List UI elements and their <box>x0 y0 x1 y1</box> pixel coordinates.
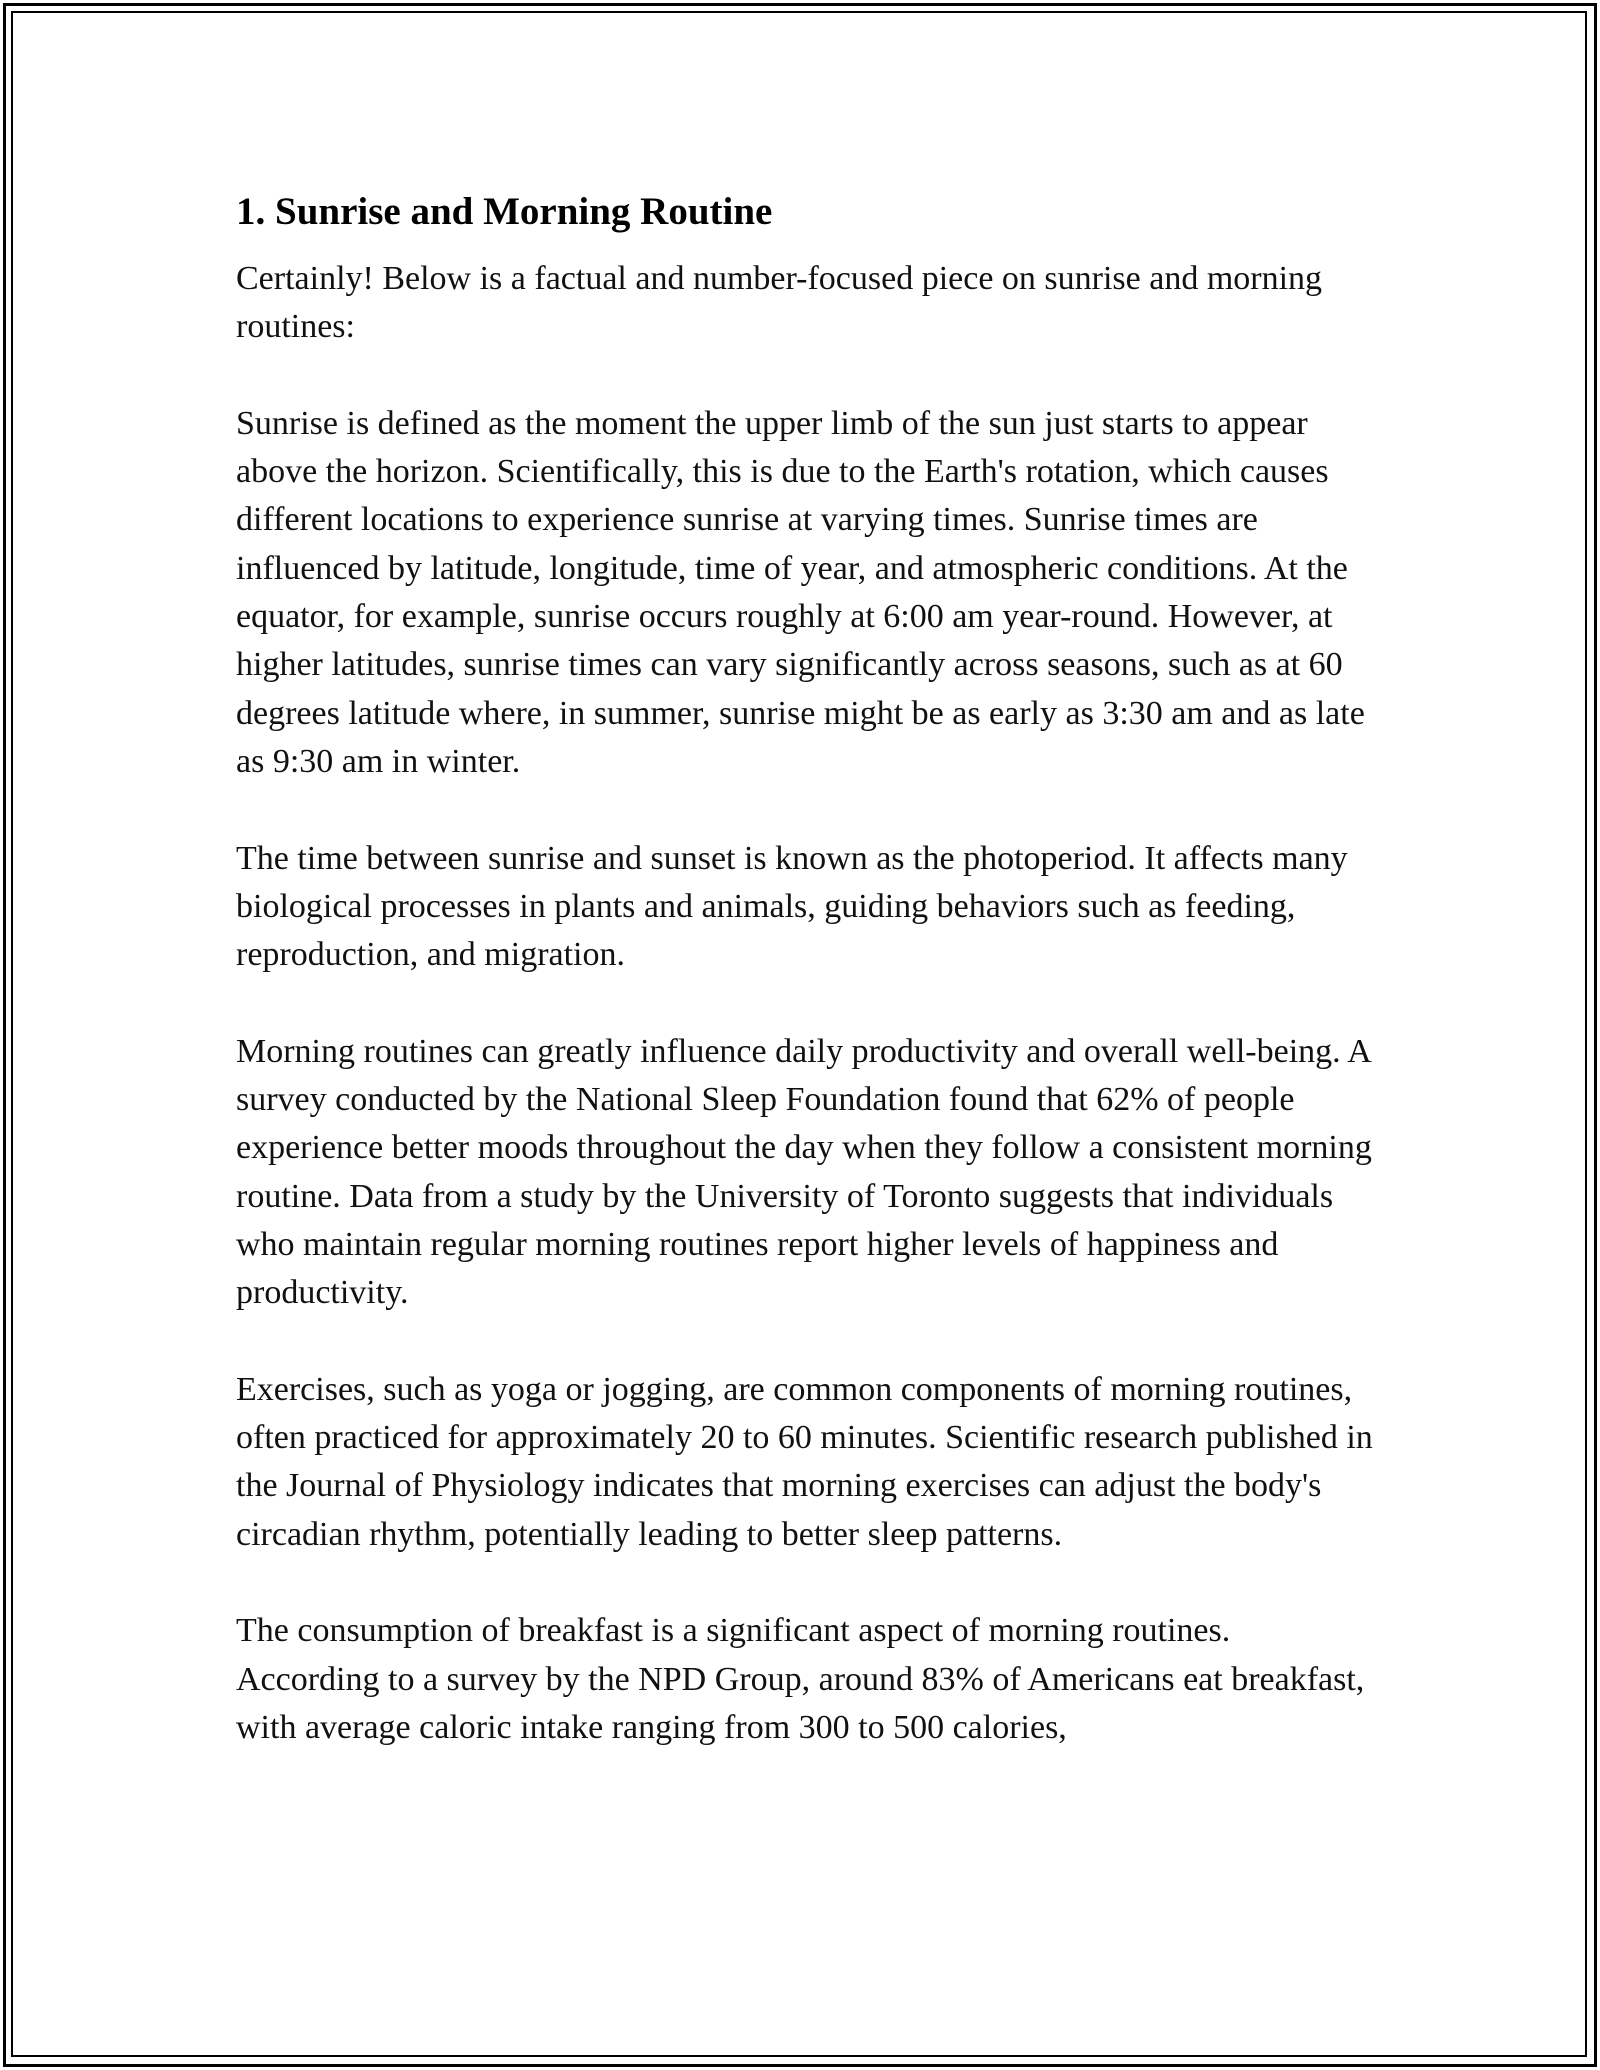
paragraph-intro: Certainly! Below is a factual and number-focused piece on sunrise and morning routines: <box>236 260 1323 346</box>
paragraph-exercise: Exercises, such as yoga or jogging, are common components of morning routines, often practiced for approximately 20 to 60 minutes. Scientific research published in the Journal of Physiology indicates that morning exercises can adjust the body's circadian rhythm, potentially leading to better sleep patterns. <box>236 1370 1373 1553</box>
paragraph-sunrise-definition: Sunrise is defined as the moment the upper limb of the sun just starts to appear above the horizon. Scientifically, this is due to the Earth's rotation, which causes different locations to experience sunrise at varying times. Sunrise times are influenced by latitude, longitude, time of year, and atmospheric conditions. At the equator, for example, sunrise occurs roughly at 6:00 am year-round. However, at higher latitudes, sunrise times can vary significantly across seasons, such as at 60 degrees latitude where, in summer, sunrise might be as early as 3:30 am and as late as 9:30 am in winter. <box>236 404 1365 780</box>
paragraph-photoperiod: The time between sunrise and sunset is known as the photoperiod. It affects many biological processes in plants and animals, guiding behaviors such as feeding, reproduction, and migration. <box>236 839 1348 974</box>
paragraph-breakfast: The consumption of breakfast is a significant aspect of morning routines. According to a survey by the NPD Group, around 83% of Americans eat breakfast, with average caloric intake ranging from 300 to 500 calories, <box>236 1612 1365 1746</box>
document-body <box>236 184 1376 1801</box>
section-heading: 1. Sunrise and Morning Routine <box>236 190 773 233</box>
paragraph-morning-routines: Morning routines can greatly influence daily productivity and overall well-being. A survey conducted by the National Sleep Foundation found that 62% of people experience better moods throughout the day when they follow a consistent morning routine. Data from a study by the University of Toronto suggests that individuals who maintain regular morning routines report higher levels of happiness and productivity. <box>236 1032 1372 1312</box>
